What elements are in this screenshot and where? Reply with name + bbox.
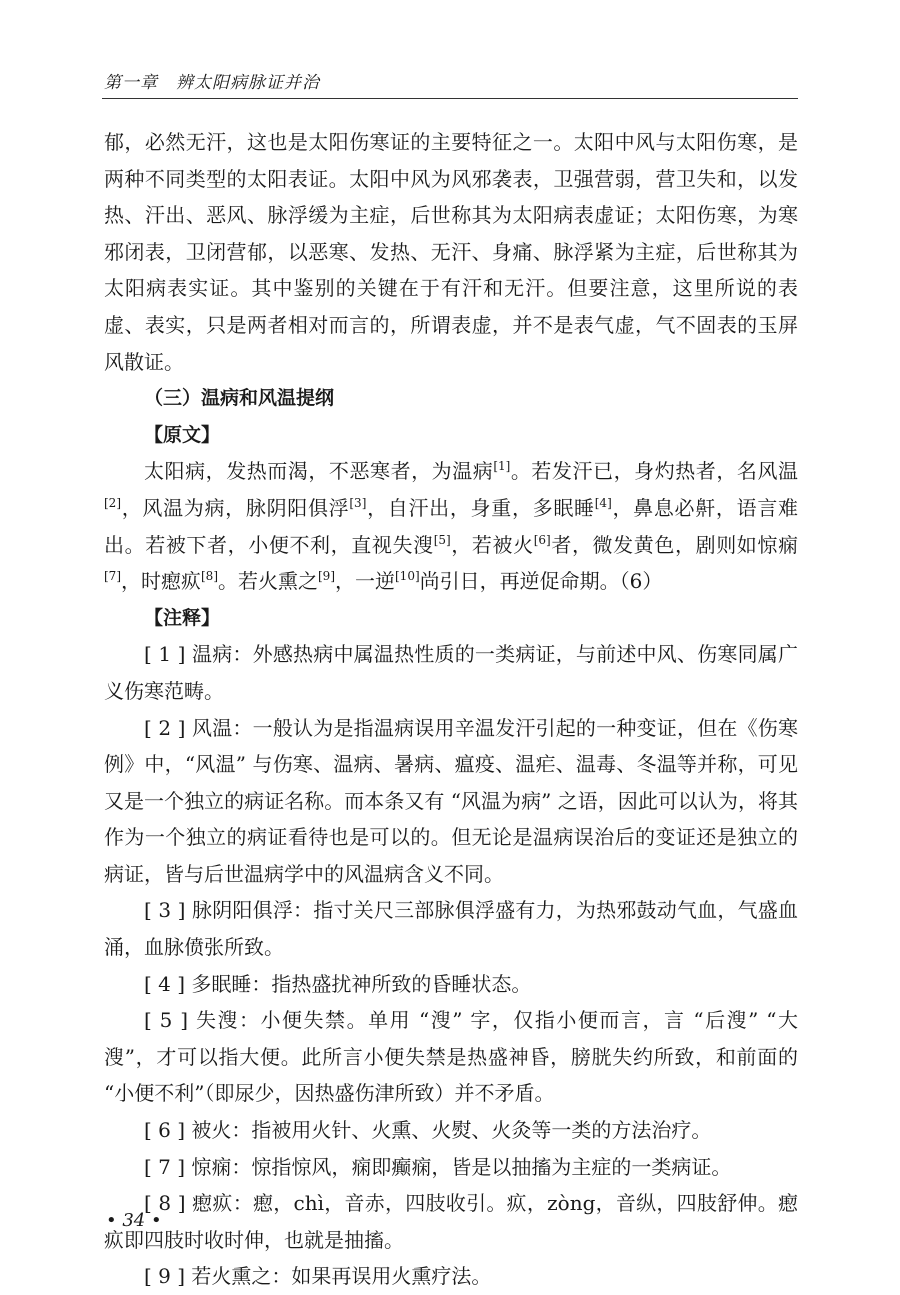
intro-paragraph: 郁，必然无汗，这也是太阳伤寒证的主要特征之一。太阳中风与太阳伤寒，是两种不同类型的太阳表证。太阳中风为风邪袭表，卫强营弱，营卫失和，以发热、汗出、恶风、脉浮缓为主症，后世称其为太阳病表虚证；太阳伤寒，为寒邪闭表，卫闭营郁，以恶寒、发热、无汗、身痛、脉浮紧为主症，后世称其为太阳病表实证。其中鉴别的关键在于有汗和无汗。但要注意，这里所说的表虚、表实，只是两者相对而言的，所谓表虚，并不是表气虚，气不固表的玉屏风散证。 [104,130,798,374]
annotation-1: [ 1 ] 温病：外感热病中属温热性质的一类病证，与前述中风、伤寒同属广义伤寒范畴。 [104,642,798,703]
annotation-5: [ 5 ] 失溲：小便失禁。单用 “溲” 字，仅指小便而言，言 “后溲” “大溲”，才可以指大便。此所言小便失禁是热盛神昏，膀胱失约所致，和前面的 “小便不利”（即尿少，因热盛伤津所致）并不矛盾。 [104,1008,798,1106]
footnote-ref: [2] [104,495,121,510]
annotation-3: [ 3 ] 脉阴阳俱浮：指寸关尺三部脉俱浮盛有力，为热邪鼓动气血，气盛血涌，血脉偾张所致。 [104,898,798,960]
footnote-ref: [7] [104,569,121,584]
page-number: • 34 • [106,1210,162,1231]
annotation-6: [ 6 ] 被火：指被用火针、火熏、火熨、火灸等一类的方法治疗。 [144,1118,712,1143]
original-text-paragraph: 太阳病，发热而渴，不恶寒者，为温病[1]。若发汗已，身灼热者，名风温[2]，风温为病，脉阴阳俱浮[3]，自汗出，身重，多眠睡[4]，鼻息必鼾，语言难出。若被下者，小便不利，直视失溲[5]，若被火[6]者，微发黄色，剧则如惊痫[7]，时瘛疭[8]。若火熏之[9]，一逆[10]尚引日，再逆促命期。（6） [104,459,799,594]
section-heading: （三）温病和风温提纲 [144,387,335,410]
footnote-ref: [10] [395,569,420,584]
annotation-4: [ 4 ] 多眠睡：指热盛扰神所致的昏睡状态。 [144,971,532,996]
annotation-9: [ 9 ] 若火熏之：如果再误用火熏疗法。 [144,1264,492,1289]
chapter-title: 第一章 辨太阳病脉证并治 [104,73,320,93]
annotation-8: [ 8 ] 瘛疭：瘛，chì，音赤，四肢收引。疭，zòng，音纵，四肢舒伸。瘛疭即四肢时收时伸，也就是抽搐。 [104,1191,798,1252]
zhushi-label: 【注释】 [144,606,221,629]
annotation-2: [ 2 ] 风温：一般认为是指温病误用辛温发汗引起的一种变证，但在《伤寒例》中，“风温” 与伤寒、温病、暑病、瘟疫、温疟、温毒、冬温等并称，可见又是一个独立的病证名称。而本条又有 “风温为病” 之语，因此可以认为，将其作为一个独立的病证看待也是可以的。但无论是温病误治后的变证还是独立的病证，皆与后世温病学中的风温病含义不同。 [104,715,798,886]
footnote-ref: [1] [493,459,511,474]
footnote-ref: [3] [349,495,367,510]
footnote-ref: [9] [318,569,335,584]
page-body [104,124,798,1295]
running-header [102,62,798,99]
footnote-ref: [4] [594,495,612,510]
footnote-ref: [8] [201,569,218,584]
footnote-ref: [6] [533,532,551,547]
yuanwen-label: 【原文】 [144,423,221,446]
annotation-7: [ 7 ] 惊痫：惊指惊风，痫即癫痫，皆是以抽搐为主症的一类病证。 [144,1154,732,1179]
footnote-ref: [5] [433,532,451,547]
